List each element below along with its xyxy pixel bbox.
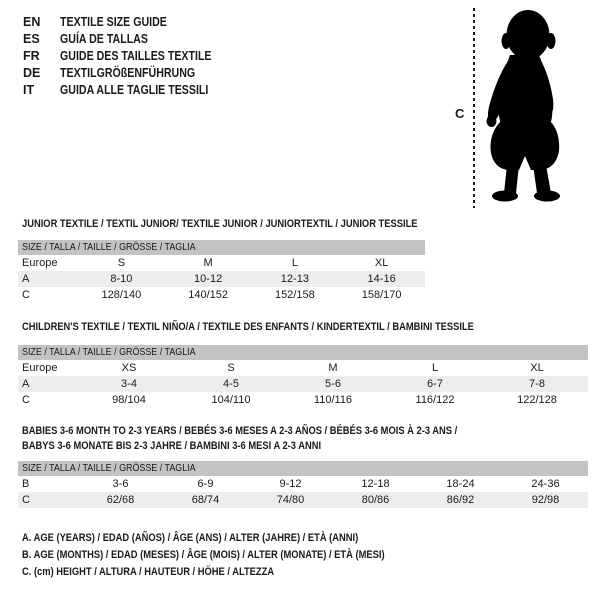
footnote-text: B. AGE (MONTHS) / EDAD (MESES) / ÂGE (MOIS) / ALTER (MONATE) / ETÀ (MESI)	[22, 549, 385, 561]
height-measure-label: C	[455, 106, 465, 121]
age-cell: 6-7	[427, 378, 443, 390]
height-measure-dashed-line	[473, 8, 475, 208]
height-cell: 74/80	[276, 494, 305, 506]
language-list	[23, 14, 238, 99]
height-cell: 68/74	[191, 494, 220, 506]
children-row-europe	[18, 360, 588, 376]
footnote-age-years	[22, 531, 418, 545]
junior-table-title	[22, 218, 487, 231]
row-label: B	[22, 478, 30, 490]
children-row-age	[18, 376, 588, 392]
age-cell: 10-12	[194, 273, 223, 285]
language-row-it	[23, 82, 238, 99]
language-code: EN	[23, 15, 41, 29]
language-row-fr	[23, 48, 238, 65]
height-cell: 128/140	[101, 289, 142, 301]
junior-row-europe	[18, 255, 425, 271]
age-cell: 14-16	[367, 273, 396, 285]
size-header-text: SIZE / TALLA / TAILLE / GRÖSSE / TAGLIA	[22, 462, 196, 474]
language-title: TEXTILE SIZE GUIDE	[60, 15, 167, 29]
height-cell: 92/98	[531, 494, 560, 506]
language-title: GUIDE DES TAILLES TEXTILE	[60, 49, 212, 63]
junior-row-height	[18, 287, 425, 303]
children-table-title-text: CHILDREN'S TEXTILE / TEXTIL NIÑO/A / TEXTILE DES ENFANTS / KINDERTEXTIL / BAMBINI TESSILE	[22, 321, 474, 333]
row-label: A	[22, 273, 30, 285]
size-cell: M	[203, 257, 213, 269]
language-row-es	[23, 31, 238, 48]
age-cell: 7-8	[529, 378, 545, 390]
height-cell: 86/92	[446, 494, 475, 506]
size-header-text: SIZE / TALLA / TAILLE / GRÖSSE / TAGLIA	[22, 241, 196, 253]
months-cell: 18-24	[446, 478, 475, 490]
size-cell: L	[431, 362, 439, 374]
footnote-age-months	[22, 548, 449, 562]
language-code: IT	[23, 83, 35, 97]
height-cell: 116/122	[415, 394, 455, 406]
babies-row-height	[18, 492, 588, 508]
language-row-en	[23, 14, 238, 31]
height-cell: 110/116	[313, 394, 353, 406]
height-cell: 62/68	[106, 494, 135, 506]
row-label: C	[22, 289, 30, 301]
size-cell: XL	[374, 257, 389, 269]
babies-size-header-band	[18, 461, 588, 476]
children-size-header-band	[18, 345, 588, 360]
months-cell: 12-18	[361, 478, 390, 490]
row-label: A	[22, 378, 30, 390]
height-cell: 122/128	[517, 394, 557, 406]
age-cell: 3-4	[121, 378, 137, 390]
language-title: GUÍA DE TALLAS	[60, 32, 148, 46]
language-code: ES	[23, 32, 40, 46]
size-cell: M	[328, 362, 338, 374]
row-label: Europe	[22, 362, 58, 374]
height-cell: 104/110	[211, 394, 251, 406]
height-cell: 152/158	[274, 289, 315, 301]
row-label: C	[22, 494, 30, 506]
language-title: GUIDA ALLE TAGLIE TESSILI	[60, 83, 209, 97]
age-cell: 4-5	[223, 378, 239, 390]
language-code: FR	[23, 49, 40, 63]
babies-row-months	[18, 476, 588, 492]
size-cell: S	[227, 362, 235, 374]
children-row-height	[18, 392, 588, 408]
height-cell: 158/170	[361, 289, 402, 301]
months-cell: 9-12	[279, 478, 302, 490]
footnote-text: A. AGE (YEARS) / EDAD (AÑOS) / ÂGE (ANS) / ALTER (JAHRE) / ETÀ (ANNI)	[22, 532, 359, 544]
height-cell: 80/86	[361, 494, 390, 506]
toddler-silhouette	[481, 7, 569, 207]
babies-table-title-line1	[22, 425, 534, 438]
size-cell: L	[291, 257, 298, 269]
months-cell: 3-6	[112, 478, 129, 490]
babies-table-title-line2	[22, 440, 374, 453]
age-cell: 5-6	[325, 378, 341, 390]
months-cell: 6-9	[197, 478, 214, 490]
height-cell: 140/152	[188, 289, 228, 301]
age-cell: 8-10	[110, 273, 133, 285]
size-cell: XL	[530, 362, 544, 374]
language-code: DE	[23, 66, 41, 80]
size-cell: XS	[121, 362, 137, 374]
row-label: Europe	[22, 257, 58, 269]
language-row-de	[23, 65, 238, 82]
language-title: TEXTILGRÖßENFÜHRUNG	[60, 66, 196, 80]
row-label: C	[22, 394, 30, 406]
babies-table-title-text: BABYS 3-6 MONATE BIS 2-3 JAHRE / BAMBINI 3-6 MESI A 2-3 ANNI	[22, 440, 322, 452]
children-table-title	[22, 321, 554, 334]
footnote-height-cm	[22, 565, 319, 579]
junior-table-title-text: JUNIOR TEXTILE / TEXTIL JUNIOR/ TEXTILE JUNIOR / JUNIORTEXTIL / JUNIOR TESSILE	[22, 218, 418, 230]
months-cell: 24-36	[531, 478, 560, 490]
junior-size-header-band	[18, 240, 425, 255]
size-cell: S	[117, 257, 126, 269]
footnote-text: C. (cm) HEIGHT / ALTURA / HAUTEUR / HÖHE / ALTEZZA	[22, 566, 275, 578]
babies-table-title-text: BABIES 3-6 MONTH TO 2-3 YEARS / BEBÉS 3-6 MESES A 2-3 AÑOS / BÉBÉS 3-6 MOIS À 2-3 ANS /	[22, 425, 458, 437]
age-cell: 12-13	[280, 273, 309, 285]
size-header-text: SIZE / TALLA / TAILLE / GRÖSSE / TAGLIA	[22, 346, 196, 358]
junior-row-age	[18, 271, 425, 287]
height-cell: 98/104	[112, 394, 146, 406]
